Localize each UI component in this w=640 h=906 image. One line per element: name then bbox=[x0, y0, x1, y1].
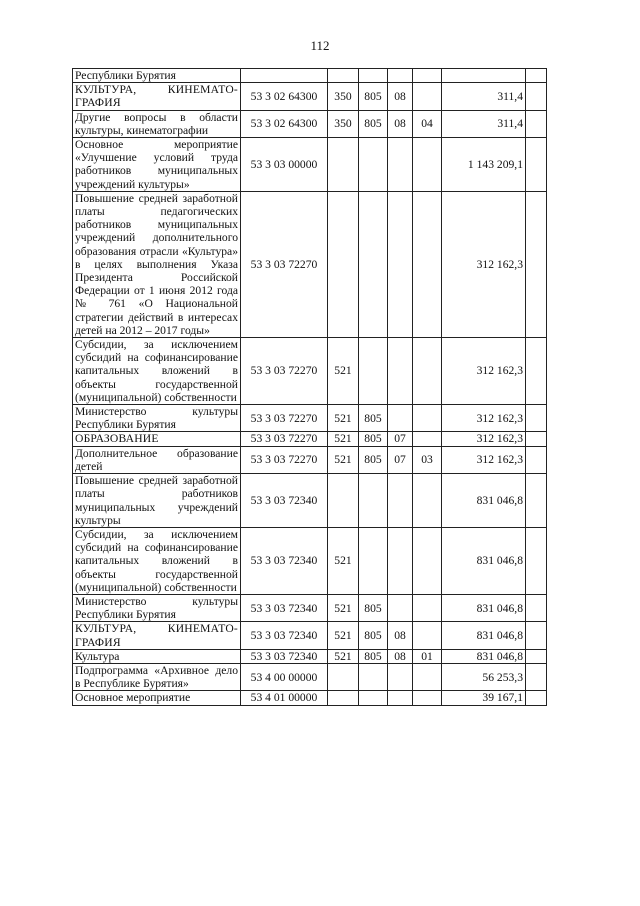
table-row bbox=[73, 649, 547, 663]
subsection-code-cell bbox=[413, 69, 442, 83]
target-article-code-cell: 53 3 03 72340 bbox=[241, 474, 328, 528]
amount-cell: 312 162,3 bbox=[442, 338, 526, 405]
ministry-code-cell: 805 bbox=[359, 432, 388, 446]
ministry-code-cell bbox=[359, 691, 388, 705]
section-code-cell bbox=[388, 594, 413, 621]
amount-cell: 831 046,8 bbox=[442, 594, 526, 621]
empty-cell bbox=[526, 446, 547, 473]
item-name-cell: ОБРАЗОВАНИЕ bbox=[73, 432, 241, 446]
subsection-code-cell bbox=[413, 594, 442, 621]
empty-cell bbox=[526, 594, 547, 621]
expense-type-code-cell: 521 bbox=[328, 594, 359, 621]
ministry-code-cell: 805 bbox=[359, 405, 388, 432]
empty-cell bbox=[526, 663, 547, 690]
subsection-code-cell: 04 bbox=[413, 110, 442, 137]
item-name-cell: Подпрограмма «Архивное дело в Республике Бурятия» bbox=[73, 663, 241, 690]
ministry-code-cell bbox=[359, 663, 388, 690]
ministry-code-cell bbox=[359, 474, 388, 528]
item-name-cell: Министерство культуры Республики Бурятия bbox=[73, 405, 241, 432]
table-row bbox=[73, 446, 547, 473]
ministry-code-cell: 805 bbox=[359, 83, 388, 110]
amount-cell: 831 046,8 bbox=[442, 527, 526, 594]
item-name-cell: Республики Бурятия bbox=[73, 69, 241, 83]
empty-cell bbox=[526, 527, 547, 594]
section-code-cell bbox=[388, 663, 413, 690]
expense-type-code-cell: 521 bbox=[328, 622, 359, 649]
subsection-code-cell bbox=[413, 622, 442, 649]
empty-cell bbox=[526, 69, 547, 83]
amount-cell: 312 162,3 bbox=[442, 432, 526, 446]
empty-cell bbox=[526, 622, 547, 649]
subsection-code-cell bbox=[413, 191, 442, 337]
table-row bbox=[73, 405, 547, 432]
table-row bbox=[73, 594, 547, 621]
expense-type-code-cell bbox=[328, 474, 359, 528]
table-row bbox=[73, 338, 547, 405]
ministry-code-cell bbox=[359, 527, 388, 594]
amount-cell: 1 143 209,1 bbox=[442, 138, 526, 192]
subsection-code-cell bbox=[413, 432, 442, 446]
empty-cell bbox=[526, 691, 547, 705]
target-article-code-cell: 53 3 03 72340 bbox=[241, 649, 328, 663]
subsection-code-cell bbox=[413, 691, 442, 705]
item-name-cell: КУЛЬТУРА, КИНЕМАТО-ГРАФИЯ bbox=[73, 622, 241, 649]
expense-type-code-cell bbox=[328, 69, 359, 83]
ministry-code-cell: 805 bbox=[359, 594, 388, 621]
target-article-code-cell: 53 3 03 72270 bbox=[241, 338, 328, 405]
section-code-cell bbox=[388, 69, 413, 83]
table-row bbox=[73, 110, 547, 137]
target-article-code-cell: 53 3 03 72340 bbox=[241, 527, 328, 594]
subsection-code-cell bbox=[413, 527, 442, 594]
ministry-code-cell bbox=[359, 69, 388, 83]
table-row bbox=[73, 432, 547, 446]
target-article-code-cell: 53 3 03 72270 bbox=[241, 446, 328, 473]
target-article-code-cell: 53 3 03 72270 bbox=[241, 191, 328, 337]
expense-type-code-cell: 521 bbox=[328, 527, 359, 594]
subsection-code-cell bbox=[413, 663, 442, 690]
empty-cell bbox=[526, 474, 547, 528]
expense-type-code-cell bbox=[328, 691, 359, 705]
item-name-cell: Субсидии, за исключением субсидий на софинансирование капитальных вложений в объекты государственной (муниципальной) собственности bbox=[73, 527, 241, 594]
amount-cell: 39 167,1 bbox=[442, 691, 526, 705]
item-name-cell: Основное мероприятие «Улучшение условий труда работников муниципальных учреждений культуры» bbox=[73, 138, 241, 192]
item-name-cell: Министерство культуры Республики Бурятия bbox=[73, 594, 241, 621]
table-row bbox=[73, 663, 547, 690]
subsection-code-cell bbox=[413, 474, 442, 528]
expense-type-code-cell: 521 bbox=[328, 649, 359, 663]
amount-cell: 311,4 bbox=[442, 83, 526, 110]
budget-table bbox=[72, 68, 547, 706]
ministry-code-cell bbox=[359, 191, 388, 337]
ministry-code-cell bbox=[359, 138, 388, 192]
section-code-cell: 07 bbox=[388, 432, 413, 446]
budget-table-body bbox=[73, 69, 547, 706]
empty-cell bbox=[526, 138, 547, 192]
target-article-code-cell: 53 3 02 64300 bbox=[241, 110, 328, 137]
page-number: 112 bbox=[310, 38, 330, 53]
empty-cell bbox=[526, 338, 547, 405]
target-article-code-cell: 53 4 00 00000 bbox=[241, 663, 328, 690]
item-name-cell: Повышение средней заработной платы работников муниципальных учреждений культуры bbox=[73, 474, 241, 528]
empty-cell bbox=[526, 110, 547, 137]
section-code-cell bbox=[388, 138, 413, 192]
target-article-code-cell: 53 3 03 72340 bbox=[241, 622, 328, 649]
table-row bbox=[73, 138, 547, 192]
target-article-code-cell: 53 3 03 72270 bbox=[241, 405, 328, 432]
amount-cell: 312 162,3 bbox=[442, 405, 526, 432]
section-code-cell bbox=[388, 474, 413, 528]
expense-type-code-cell: 521 bbox=[328, 446, 359, 473]
table-row bbox=[73, 83, 547, 110]
section-code-cell bbox=[388, 691, 413, 705]
item-name-cell: Дополнительное образование детей bbox=[73, 446, 241, 473]
table-row bbox=[73, 69, 547, 83]
amount-cell: 831 046,8 bbox=[442, 649, 526, 663]
section-code-cell: 08 bbox=[388, 649, 413, 663]
section-code-cell: 07 bbox=[388, 446, 413, 473]
table-row bbox=[73, 527, 547, 594]
ministry-code-cell: 805 bbox=[359, 649, 388, 663]
empty-cell bbox=[526, 83, 547, 110]
expense-type-code-cell: 521 bbox=[328, 432, 359, 446]
item-name-cell: Другие вопросы в области культуры, кинематографии bbox=[73, 110, 241, 137]
table-row bbox=[73, 474, 547, 528]
table-row bbox=[73, 191, 547, 337]
subsection-code-cell bbox=[413, 83, 442, 110]
item-name-cell: Повышение средней заработной платы педагогических работников муниципальных учреждений дополнительного образования отрасли «Культура» в целях выполнения Указа Президента Российской Федерации от 1 июня 2012 года № 761 «О Национальной стратегии действий в интересах детей на 2012 – 2017 годы» bbox=[73, 191, 241, 337]
section-code-cell: 08 bbox=[388, 83, 413, 110]
section-code-cell: 08 bbox=[388, 110, 413, 137]
section-code-cell bbox=[388, 338, 413, 405]
ministry-code-cell bbox=[359, 338, 388, 405]
item-name-cell: КУЛЬТУРА, КИНЕМАТО-ГРАФИЯ bbox=[73, 83, 241, 110]
amount-cell: 831 046,8 bbox=[442, 622, 526, 649]
amount-cell: 312 162,3 bbox=[442, 191, 526, 337]
expense-type-code-cell: 350 bbox=[328, 110, 359, 137]
subsection-code-cell: 01 bbox=[413, 649, 442, 663]
amount-cell bbox=[442, 69, 526, 83]
expense-type-code-cell: 521 bbox=[328, 405, 359, 432]
subsection-code-cell bbox=[413, 338, 442, 405]
section-code-cell bbox=[388, 405, 413, 432]
expense-type-code-cell bbox=[328, 138, 359, 192]
amount-cell: 311,4 bbox=[442, 110, 526, 137]
amount-cell: 56 253,3 bbox=[442, 663, 526, 690]
table-row bbox=[73, 691, 547, 705]
ministry-code-cell: 805 bbox=[359, 110, 388, 137]
empty-cell bbox=[526, 432, 547, 446]
subsection-code-cell: 03 bbox=[413, 446, 442, 473]
table-row bbox=[73, 622, 547, 649]
empty-cell bbox=[526, 405, 547, 432]
ministry-code-cell: 805 bbox=[359, 446, 388, 473]
amount-cell: 831 046,8 bbox=[442, 474, 526, 528]
target-article-code-cell: 53 3 03 00000 bbox=[241, 138, 328, 192]
ministry-code-cell: 805 bbox=[359, 622, 388, 649]
expense-type-code-cell bbox=[328, 663, 359, 690]
target-article-code-cell: 53 3 03 72340 bbox=[241, 594, 328, 621]
target-article-code-cell: 53 3 02 64300 bbox=[241, 83, 328, 110]
item-name-cell: Основное мероприятие bbox=[73, 691, 241, 705]
section-code-cell bbox=[388, 527, 413, 594]
subsection-code-cell bbox=[413, 405, 442, 432]
target-article-code-cell: 53 3 03 72270 bbox=[241, 432, 328, 446]
section-code-cell: 08 bbox=[388, 622, 413, 649]
empty-cell bbox=[526, 191, 547, 337]
expense-type-code-cell: 350 bbox=[328, 83, 359, 110]
empty-cell bbox=[526, 649, 547, 663]
amount-cell: 312 162,3 bbox=[442, 446, 526, 473]
expense-type-code-cell: 521 bbox=[328, 338, 359, 405]
target-article-code-cell: 53 4 01 00000 bbox=[241, 691, 328, 705]
section-code-cell bbox=[388, 191, 413, 337]
subsection-code-cell bbox=[413, 138, 442, 192]
item-name-cell: Культура bbox=[73, 649, 241, 663]
expense-type-code-cell bbox=[328, 191, 359, 337]
target-article-code-cell bbox=[241, 69, 328, 83]
item-name-cell: Субсидии, за исключением субсидий на софинансирование капитальных вложений в объекты государственной (муниципальной) собственности bbox=[73, 338, 241, 405]
